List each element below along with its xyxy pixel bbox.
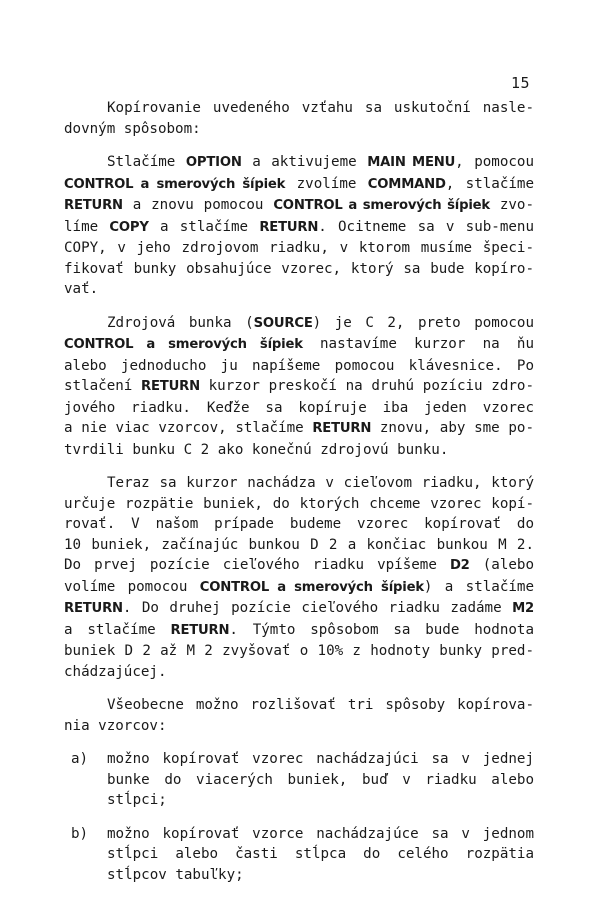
- text-run: kurzor preskočí na druhú pozíciu zdro-: [199, 378, 535, 394]
- text-run: a nie viac vzorcov, stlačíme: [64, 420, 313, 436]
- text-line: [64, 535, 534, 556]
- keyword: MAIN MENU: [367, 155, 456, 170]
- keyword: RETURN: [64, 601, 123, 616]
- text-run: Stlačíme: [107, 154, 186, 170]
- text-line: [64, 313, 534, 335]
- text-line: [64, 259, 534, 280]
- text-line: [64, 641, 534, 662]
- text-line: [64, 514, 534, 535]
- list-marker: b): [71, 825, 89, 842]
- text-run: Všeobecne možno rozlišovať tri spôsoby kopírova-: [107, 697, 534, 713]
- keyword: SOURCE: [253, 315, 313, 331]
- text-line: [64, 119, 534, 140]
- keyword: RETURN: [64, 198, 123, 213]
- keyword: CONTROL a smerových šípiek: [199, 579, 424, 595]
- text-run: (alebo: [469, 557, 534, 573]
- text-line: [64, 98, 534, 119]
- text-run: nia vzorcov:: [64, 717, 167, 734]
- text-run: a stlačíme: [64, 621, 171, 638]
- keyword: COMMAND: [367, 176, 446, 192]
- text-run: buniek D 2 až M 2 zvyšovať o 10% z hodnoty bunky pred-: [64, 643, 534, 659]
- text-run: a stlačíme: [148, 218, 260, 235]
- text-run: určuje rozpätie buniek, do ktorých chceme vzorec kopí-: [64, 495, 534, 512]
- text-run: rovať. V našom prípade budeme vzorec kopírovať do: [64, 516, 534, 532]
- text-run: Do prvej pozície cieľového riadku vpíšeme: [64, 557, 450, 573]
- text-line: [64, 279, 534, 300]
- text-line: [64, 662, 534, 683]
- text-run: COPY, v jeho zdrojovom riadku, v ktorom musíme špeci-: [64, 240, 534, 256]
- paragraph: [64, 152, 534, 300]
- text-run: Teraz sa kurzor nachádza v cieľovom riadku, ktorý: [107, 475, 534, 491]
- text-run: a aktivujeme: [241, 154, 368, 170]
- text-run: jového riadku. Keďže sa kopíruje iba jeden vzorec: [64, 399, 534, 416]
- list-item-body: [107, 749, 534, 811]
- list-item: [64, 824, 534, 886]
- text-line: [64, 334, 534, 356]
- text-line: stĺpci alebo časti stĺpca do celého rozpätia: [107, 846, 534, 862]
- text-run: zvolíme: [285, 175, 368, 192]
- text-run: alebo jednoducho ju napíšeme pomocou klávesnice. Po: [64, 357, 534, 374]
- keyword: RETURN: [259, 219, 319, 235]
- text-line: [64, 356, 534, 377]
- text-line: [64, 440, 534, 461]
- paragraph: [64, 473, 534, 682]
- text-run: a znovu pomocou: [122, 197, 274, 213]
- text-run: . Do druhej pozície cieľového riadku zadáme: [122, 600, 513, 616]
- text-run: tvrdili bunku C 2 ako konečnú zdrojovú bunku.: [64, 441, 449, 458]
- text-run: 10 buniek, začínajúc bunkou D 2 a končiac bunkou M 2.: [64, 536, 534, 553]
- text-run: vať.: [64, 281, 99, 297]
- text-line: stĺpcov tabuľky;: [107, 866, 244, 883]
- text-run: líme: [64, 218, 110, 235]
- text-line: [64, 577, 534, 599]
- text-run: dovným spôsobom:: [64, 120, 201, 137]
- keyword: RETURN: [141, 379, 200, 394]
- text-line: [64, 152, 534, 174]
- text-run: ) je C 2, preto pomocou: [312, 314, 534, 331]
- text-run: zvo-: [489, 197, 534, 213]
- text-line: [64, 195, 534, 217]
- text-run: znovu, aby sme po-: [371, 420, 534, 436]
- text-run: , stlačíme: [445, 175, 534, 192]
- text-run: chádzajúcej.: [64, 663, 167, 680]
- text-run: . Ocitneme sa v sub-menu: [318, 218, 535, 235]
- keyword: D2: [449, 558, 470, 573]
- text-run: ) a stlačíme: [423, 578, 535, 595]
- text-run: volíme pomocou: [64, 578, 200, 595]
- text-line: možno kopírovať vzorce nachádzajúce sa v jednom: [107, 825, 534, 842]
- text-line: [64, 398, 534, 419]
- keyword: CONTROL a smerových šípiek: [273, 198, 490, 213]
- page-number: 15: [511, 74, 531, 92]
- text-run: Zdrojová bunka (: [107, 314, 254, 331]
- text-run: Kopírovanie uvedeného vzťahu sa uskutoční nasle-: [107, 100, 534, 116]
- keyword: RETURN: [312, 421, 372, 436]
- text-run: nastavíme kurzor na ňu: [302, 336, 534, 352]
- keyword: M2: [512, 601, 534, 616]
- text-line: [64, 598, 534, 620]
- paragraph: [64, 313, 534, 461]
- text-line: [64, 238, 534, 259]
- text-run: , pomocou: [455, 154, 534, 170]
- text-line: stĺpci;: [107, 792, 167, 808]
- text-run: stlačení: [64, 378, 142, 394]
- paragraph: [64, 695, 534, 736]
- text-line: [64, 376, 534, 398]
- text-run: fikovať bunky obsahujúce vzorec, ktorý sa bude kopíro-: [64, 260, 534, 277]
- keyword: OPTION: [185, 155, 242, 170]
- text-line: možno kopírovať vzorec nachádzajúci sa v jednej: [107, 751, 534, 767]
- text-run: . Týmto spôsobom sa bude hodnota: [229, 621, 534, 638]
- text-line: [64, 494, 534, 515]
- text-line: bunke do viacerých buniek, buď v riadku alebo: [107, 771, 534, 788]
- text-line: [64, 555, 534, 577]
- text-line: [64, 620, 534, 642]
- keyword: RETURN: [170, 622, 230, 638]
- keyword: CONTROL a smerových šípiek: [64, 337, 303, 352]
- text-line: [64, 473, 534, 494]
- text-line: [64, 174, 534, 196]
- paragraph: [64, 98, 534, 139]
- text-line: [64, 217, 534, 239]
- list-item: [64, 749, 534, 811]
- keyword: CONTROL a smerových šípiek: [64, 176, 286, 192]
- document-body: [64, 98, 534, 898]
- text-line: [64, 695, 534, 716]
- list-marker: a): [71, 751, 89, 767]
- text-line: [64, 418, 534, 440]
- list-item-body: [107, 824, 534, 886]
- text-line: [64, 716, 534, 737]
- keyword: COPY: [109, 219, 149, 235]
